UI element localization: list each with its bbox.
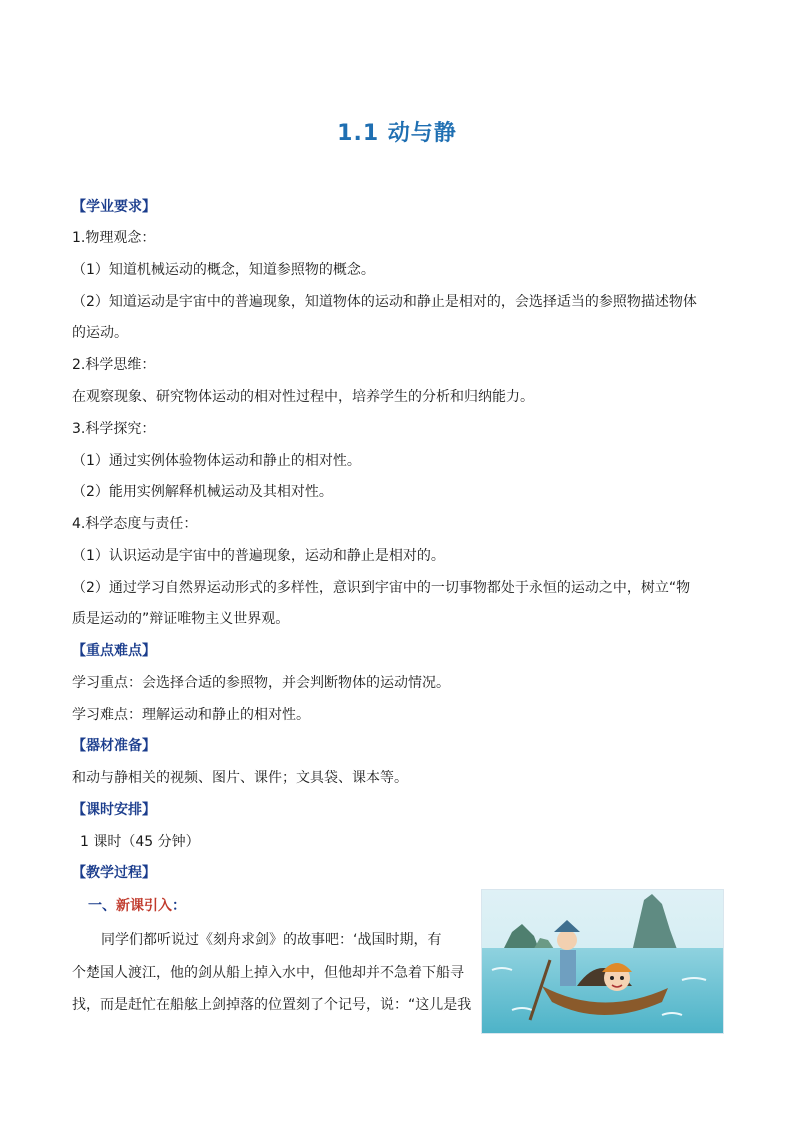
boat-scene-image [482,890,723,1033]
section-heading-process: 【教学过程】 [72,865,156,881]
text-line: 学习重点：会选择合适的参照物，并会判断物体的运动情况。 [72,675,450,691]
text-line: 找，而是赶忙在船舷上剑掉落的位置刻了个记号，说：“这儿是我 [72,997,472,1013]
section-heading-materials: 【器材准备】 [72,738,156,754]
text-line: （2）通过学习自然界运动形式的多样性，意识到宇宙中的一切事物都处于永恒的运动之中，树立“物 [72,580,691,596]
section-heading-schedule: 【课时安排】 [72,802,156,818]
text-line: 在观察现象、研究物体运动的相对性过程中，培养学生的分析和归纳能力。 [72,389,534,405]
text-line: （1）通过实例体验物体运动和静止的相对性。 [72,453,361,469]
text-line: 的运动。 [72,325,128,341]
text-line: 个楚国人渡江，他的剑从船上掉入水中，但他却并不急着下船寻 [72,965,464,981]
old-man-head [557,930,577,950]
subsection-colon: ： [172,898,186,914]
text-line: （2）知道运动是宇宙中的普遍现象，知道物体的运动和静止是相对的，会选择适当的参照物描述物体 [72,294,697,310]
text-line: 学习难点：理解运动和静止的相对性。 [72,707,310,723]
text-line: （1）知道机械运动的概念，知道参照物的概念。 [72,262,375,278]
text-line: 4.科学态度与责任： [72,516,198,532]
old-man-body [560,950,576,986]
boy-eye-right [620,976,624,980]
text-line: （1）认识运动是宇宙中的普遍现象，运动和静止是相对的。 [72,548,445,564]
text-line: 同学们都听说过《刻舟求剑》的故事吧：‘战国时期，有 [101,932,442,948]
subsection-title: 新课引入 [116,898,172,914]
text-line: 质是运动的”辩证唯物主义世界观。 [72,611,290,627]
subsection-number: 一、 [88,898,116,914]
section-heading-key-points: 【重点难点】 [72,643,156,659]
subsection-heading-intro [88,896,468,916]
water [482,948,723,1033]
text-line: 3.科学探究： [72,421,156,437]
text-line: 1.物理观念： [72,230,156,246]
text-line: （2）能用实例解释机械运动及其相对性。 [72,484,333,500]
boat-story-illustration [481,889,724,1034]
section-heading-requirements: 【学业要求】 [72,199,156,215]
text-line: 和动与静相关的视频、图片、课件；文具袋、课本等。 [72,770,408,786]
text-line: 2.科学思维： [72,357,156,373]
text-line: 1 课时（45 分钟） [80,834,200,850]
page-title: 1.1 动与静 [337,121,457,146]
boy-eye-left [610,976,614,980]
